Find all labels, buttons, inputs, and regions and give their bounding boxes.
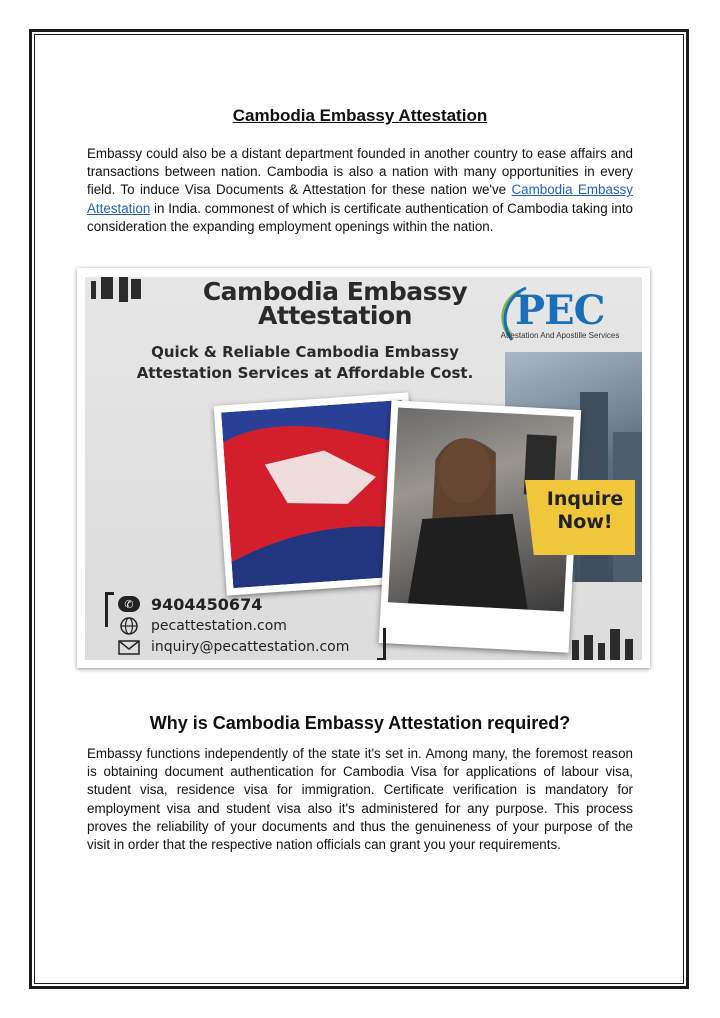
intro-text-after-link: in India. commonest of which is certificate authentication of Cambodia taking into consideration the expanding employment openings within the nation. (87, 200, 633, 234)
contact-web-row (117, 616, 287, 636)
banner-background (85, 277, 642, 660)
contact-bracket-left (105, 592, 114, 627)
skyline-decor (598, 643, 605, 660)
banner-title: Cambodia Embassy Attestation (202, 277, 468, 330)
skyline-decor (101, 277, 113, 299)
banner-subtitle: Quick & Reliable Cambodia Embassy Attestation Services at Affordable Cost. (136, 343, 474, 382)
contact-bracket-right (377, 628, 386, 660)
intro-paragraph (87, 145, 633, 236)
contact-email-row (117, 637, 349, 657)
contact-website: pecattestation.com (151, 618, 287, 634)
skyline-decor (584, 635, 593, 660)
contact-phone: 9404450674 (151, 594, 263, 614)
inquire-now-text: Inquire Now! (546, 488, 624, 533)
skyline-decor (610, 629, 620, 660)
pec-logo-text: PEC (515, 287, 605, 334)
phone-icon (117, 595, 141, 613)
contact-phone-row (117, 594, 262, 614)
contact-block (105, 592, 385, 660)
skyline-decor (119, 277, 128, 302)
skyline-decor (572, 640, 579, 660)
skyline-decor (625, 639, 633, 660)
section-heading: Why is Cambodia Embassy Attestation required? (149, 713, 571, 733)
document-title: Cambodia Embassy Attestation (232, 106, 488, 125)
svg-text:✆: ✆ (124, 598, 134, 611)
cambodia-attestation-link[interactable]: Cambodia Embassy Attestation (87, 182, 633, 216)
intro-text-before-link: Embassy could also be a distant department founded in another country to ease affairs and transactions between nation. Cambodia is also a nation with many opportunities in every field. To induce Visa Documents & Attestation for these nation we've (87, 146, 633, 198)
mail-icon (117, 638, 141, 656)
section-paragraph: Embassy functions independently of the state it's set in. Among many, the foremost reason is obtaining document authentication for Cambodia Visa for applications of labour visa, student visa, residence visa for immigration. Certificate verification is mandatory for employment visa and student visa also it's administered for any purpose. This process proves the reliability of your documents and thus the genuineness of your purpose of the visit in order that the respective nation officials can grant you your requirements. (87, 746, 633, 853)
contact-email: inquiry@pecattestation.com (151, 639, 350, 655)
pec-logo-tagline: Attestation And Apostille Services (500, 331, 620, 340)
globe-icon (117, 617, 141, 635)
skyline-decor (131, 279, 141, 299)
promo-banner-image (77, 268, 650, 668)
skyline-decor (91, 281, 96, 299)
